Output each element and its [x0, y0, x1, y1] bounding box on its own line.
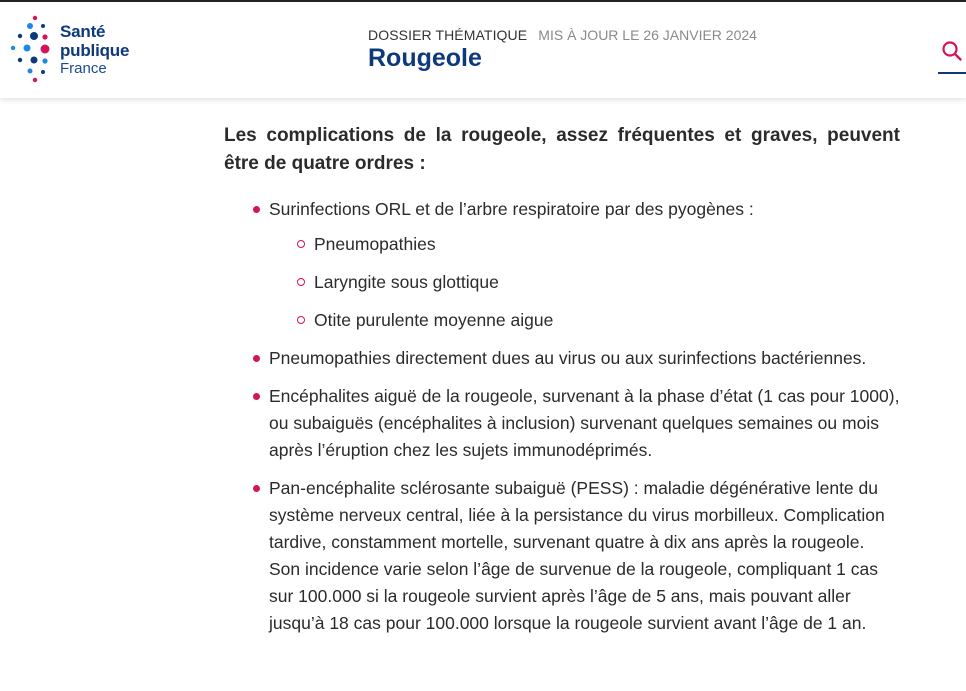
logo-line-1: Santé: [60, 22, 106, 41]
list-item: [224, 383, 900, 464]
updated-date: MIS À JOUR LE 26 JANVIER 2024: [538, 27, 757, 43]
molecule-dots-logo-icon: [10, 14, 54, 86]
bullet-ring-icon: [297, 278, 305, 286]
sublist-item: [269, 307, 900, 334]
sublist-item-text: Otite purulente moyenne aigue: [314, 310, 554, 330]
list-item: [224, 196, 900, 334]
list-item: [224, 345, 900, 372]
search-icon: [941, 40, 963, 62]
bullet-dot-icon: [253, 393, 260, 400]
list-item-text: Pan-encéphalite sclérosante subaiguë (PESS) : maladie dégénérative lente du système nerveux central, liée à la persistance du virus morbilleux. Complication tardive, constamment mortelle, survenant quatre à dix ans après la rougeole. Son incidence varie selon l’âge de survenue de la rougeole, compliquant 1 cas sur 100.000 si la rougeole survient après l’âge de 5 ans, mais pouvant aller jusqu’à 18 cas pour 100.000 lorsque la rougeole survient avant l’âge de 1 an.: [269, 478, 885, 633]
page-title: Rougeole: [368, 44, 482, 72]
list-item-text: Encéphalites aiguë de la rougeole, survenant à la phase d’état (1 cas pour 1000), ou subaiguës (encéphalites à inclusion) survenant quelques semaines ou mois après l’éruption chez les sujets immunodéprimés.: [269, 386, 900, 460]
bullet-ring-icon: [297, 316, 305, 324]
complications-list: [224, 196, 900, 637]
logo[interactable]: [10, 14, 150, 86]
complications-intro: Les complications de la rougeole, assez fréquentes et graves, peuvent être de quatre ordres :: [224, 125, 900, 174]
search-button[interactable]: [938, 38, 966, 74]
bullet-dot-icon: [253, 355, 260, 362]
logo-line-2: publique: [60, 41, 130, 60]
sublist-item-text: Laryngite sous glottique: [314, 272, 499, 292]
bullet-ring-icon: [297, 240, 305, 248]
list-item-text: Pneumopathies directement dues au virus ou aux surinfections bactériennes.: [269, 348, 867, 368]
list-item-text: Surinfections ORL et de l’arbre respiratoire par des pyogènes :: [269, 199, 754, 219]
bullet-dot-icon: [253, 206, 260, 213]
logo-line-3: France: [60, 60, 107, 77]
sublist-item-text: Pneumopathies: [314, 234, 436, 254]
sublist-item: [269, 231, 900, 258]
article-content: [224, 122, 900, 648]
site-header: [0, 0, 966, 98]
list-item: [224, 475, 900, 637]
header-meta: [368, 25, 757, 44]
search-underline: [938, 72, 966, 74]
section-label: DOSSIER THÉMATIQUE: [368, 27, 528, 43]
logo-wordmark: [60, 22, 129, 78]
sublist-item: [269, 269, 900, 296]
bullet-dot-icon: [253, 485, 260, 492]
sublist: [269, 231, 900, 334]
